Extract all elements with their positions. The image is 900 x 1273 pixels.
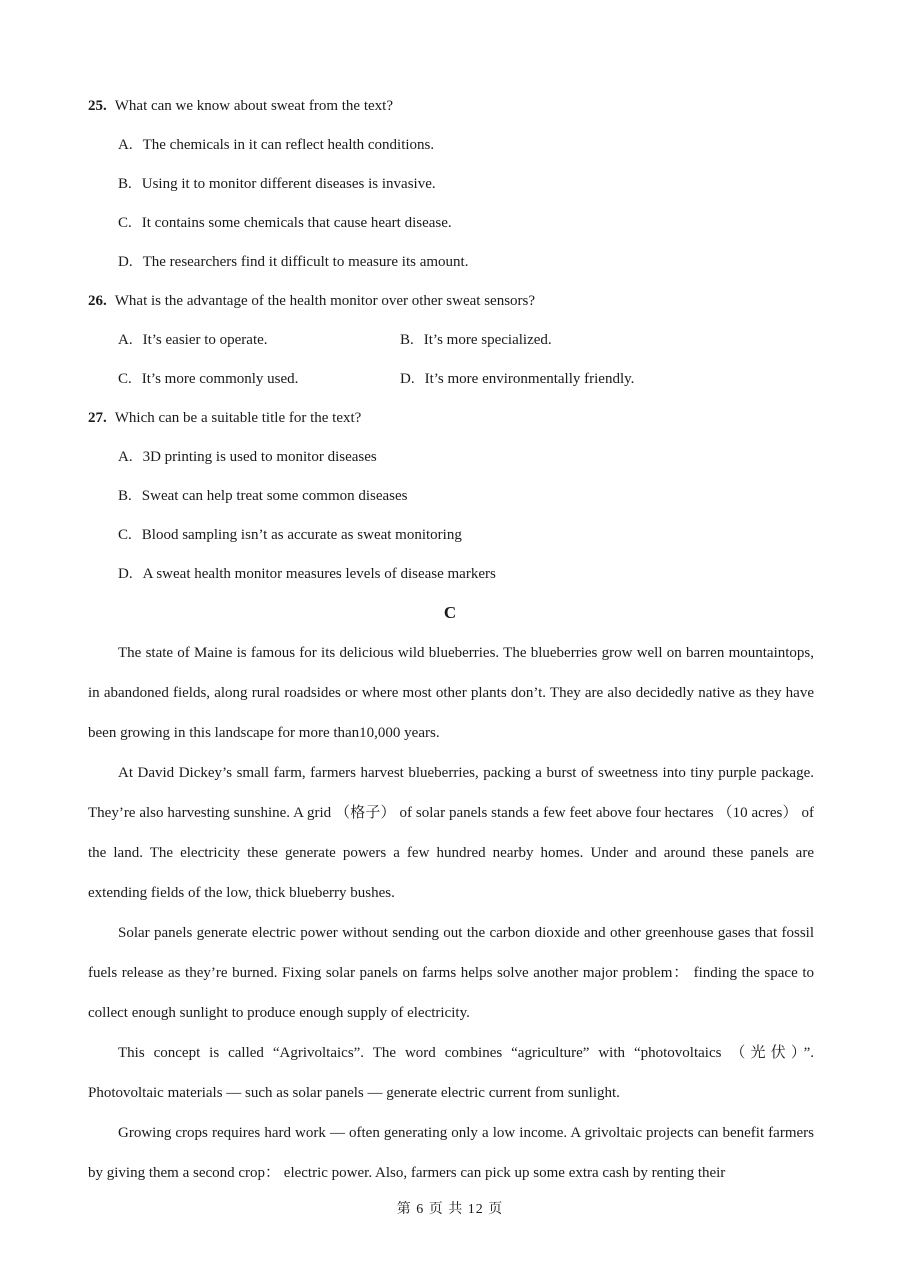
option-letter: D. [118,566,133,582]
option-25-a [118,137,434,154]
option-text: It’s more commonly used. [141,371,299,387]
question-stem: What is the advantage of the health monitor over other sweat sensors? [114,293,536,309]
section-heading: C [443,603,457,622]
option-letter: C. [118,527,132,543]
option-letter: D. [118,254,133,270]
option-26-a [118,332,268,349]
option-25-b [118,176,436,193]
option-25-c [118,215,452,232]
option-letter: D. [400,371,415,387]
question-number: 26. [88,293,107,309]
question-26 [88,293,535,310]
question-number: 27. [88,410,107,426]
option-letter: A. [118,137,133,153]
option-27-d [118,566,496,583]
passage-paragraph-4: This concept is called “Agrivoltaics”. The word combines “agriculture” with “photovoltaics （光伏）”. Photovoltaic materials — such as solar panels — generate electric current from sunlight. [88,1045,814,1101]
option-text: It’s easier to operate. [142,332,268,348]
question-25 [88,98,393,115]
option-letter: B. [400,332,414,348]
option-letter: A. [118,449,133,465]
question-number: 25. [88,98,107,114]
option-letter: C. [118,371,132,387]
option-text: It contains some chemicals that cause heart disease. [141,215,452,231]
question-stem: What can we know about sweat from the text? [114,98,393,114]
option-27-a [118,449,377,466]
page-number-footer: 第 6 页 共 12 页 [396,1202,504,1217]
option-letter: A. [118,332,133,348]
option-text: It’s more environmentally friendly. [424,371,635,387]
option-text: A sweat health monitor measures levels of disease markers [142,566,496,582]
passage-paragraph-5: Growing crops requires hard work — often generating only a low income. A grivoltaic projects can benefit farmers by giving them a second crop： electric power. Also, farmers can pick up some extra cash by renting their [88,1125,814,1181]
option-27-b [118,488,408,505]
option-26-b [400,332,552,349]
option-text: It’s more specialized. [423,332,552,348]
passage-paragraph-3: Solar panels generate electric power without sending out the carbon dioxide and other greenhouse gases that fossil fuels release as they’re burned. Fixing solar panels on farms helps solve another major problem： finding the space to collect enough sunlight to produce enough supply of electricity. [88,925,814,1021]
option-26-c [118,371,298,388]
option-25-d [118,254,468,271]
option-text: Blood sampling isn’t as accurate as sweat monitoring [141,527,462,543]
option-text: Sweat can help treat some common diseases [141,488,408,504]
passage-paragraph-2: At David Dickey’s small farm, farmers harvest blueberries, packing a burst of sweetness into tiny purple package. They’re also harvesting sunshine. A grid （格子） of solar panels stands a few feet above four hectares （10 acres） of the land. The electricity these generate powers a few hundred nearby homes. Under and around these panels are extending fields of the low, thick blueberry bushes. [88,765,814,901]
option-text: 3D printing is used to monitor diseases [142,449,377,465]
option-text: The researchers find it difficult to measure its amount. [142,254,469,270]
option-27-c [118,527,462,544]
option-letter: B. [118,176,132,192]
passage-paragraph-1: The state of Maine is famous for its delicious wild blueberries. The blueberries grow well on barren mountaintops, in abandoned fields, along rural roadsides or where most other plants don’t. They are also decidedly native as they have been growing in this landscape for more than10,000 years. [88,645,814,741]
option-letter: C. [118,215,132,231]
question-stem: Which can be a suitable title for the text? [114,410,362,426]
option-text: Using it to monitor different diseases is invasive. [141,176,436,192]
question-27 [88,410,361,427]
option-text: The chemicals in it can reflect health conditions. [142,137,435,153]
option-26-d [400,371,634,388]
option-letter: B. [118,488,132,504]
